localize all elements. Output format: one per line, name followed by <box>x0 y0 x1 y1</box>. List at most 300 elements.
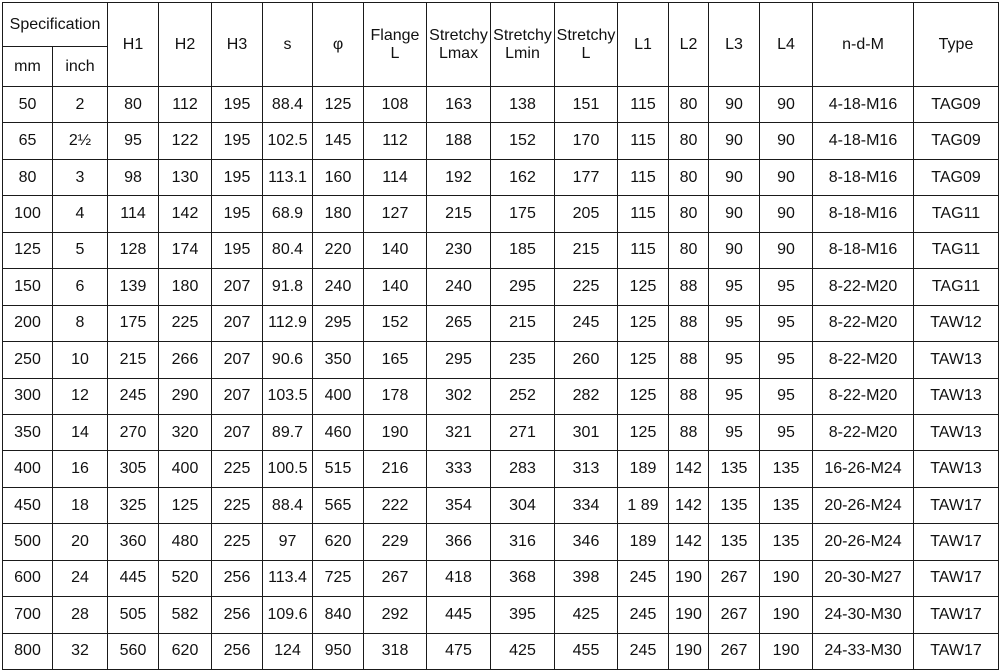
cell-flange-l: 229 <box>364 524 427 560</box>
col-header-s: s <box>263 3 313 87</box>
cell-mm: 300 <box>3 378 53 414</box>
cell-inch: 32 <box>53 633 108 669</box>
cell-type: TAG11 <box>914 196 999 232</box>
cell-l4: 135 <box>760 451 813 487</box>
cell-mm: 50 <box>3 87 53 123</box>
cell-stretchy-l: 177 <box>555 159 618 195</box>
cell-h3: 207 <box>212 414 263 450</box>
cell-h1: 114 <box>108 196 159 232</box>
col-header-stretchy-lmin <box>491 3 555 87</box>
cell-n-d-m: 16-26-M24 <box>813 451 914 487</box>
cell-h2: 174 <box>159 232 212 268</box>
cell-stretchy-lmin: 235 <box>491 342 555 378</box>
cell-mm: 100 <box>3 196 53 232</box>
cell-n-d-m: 8-18-M16 <box>813 159 914 195</box>
cell-h3: 195 <box>212 87 263 123</box>
cell-h2: 520 <box>159 560 212 596</box>
cell-h2: 290 <box>159 378 212 414</box>
cell-flange-l: 178 <box>364 378 427 414</box>
cell-stretchy-lmax: 445 <box>427 597 491 633</box>
cell-h1: 98 <box>108 159 159 195</box>
cell-mm: 80 <box>3 159 53 195</box>
col-header-flange-l-line1: Flange <box>370 26 420 44</box>
cell-inch: 28 <box>53 597 108 633</box>
cell-l1: 245 <box>618 597 669 633</box>
cell-phi: 515 <box>313 451 364 487</box>
cell-h1: 305 <box>108 451 159 487</box>
col-header-h2: H2 <box>159 3 212 87</box>
cell-l2: 88 <box>669 414 709 450</box>
cell-type: TAW13 <box>914 342 999 378</box>
cell-stretchy-lmin: 316 <box>491 524 555 560</box>
cell-h3: 225 <box>212 451 263 487</box>
cell-l3: 95 <box>709 342 760 378</box>
cell-s: 109.6 <box>263 597 313 633</box>
cell-flange-l: 216 <box>364 451 427 487</box>
cell-s: 100.5 <box>263 451 313 487</box>
cell-stretchy-lmax: 366 <box>427 524 491 560</box>
cell-stretchy-lmin: 304 <box>491 487 555 523</box>
cell-l3: 95 <box>709 414 760 450</box>
cell-l4: 95 <box>760 342 813 378</box>
cell-h3: 225 <box>212 487 263 523</box>
cell-mm: 500 <box>3 524 53 560</box>
cell-h2: 620 <box>159 633 212 669</box>
cell-l4: 95 <box>760 378 813 414</box>
cell-l3: 95 <box>709 378 760 414</box>
cell-h2: 400 <box>159 451 212 487</box>
cell-stretchy-lmin: 215 <box>491 305 555 341</box>
table-row <box>3 305 999 341</box>
cell-phi: 180 <box>313 196 364 232</box>
cell-type: TAG09 <box>914 123 999 159</box>
cell-l3: 135 <box>709 451 760 487</box>
cell-h2: 320 <box>159 414 212 450</box>
cell-stretchy-lmax: 354 <box>427 487 491 523</box>
cell-stretchy-l: 346 <box>555 524 618 560</box>
cell-l4: 90 <box>760 123 813 159</box>
cell-type: TAW17 <box>914 560 999 596</box>
table-row <box>3 378 999 414</box>
cell-flange-l: 114 <box>364 159 427 195</box>
cell-h1: 245 <box>108 378 159 414</box>
cell-l2: 88 <box>669 378 709 414</box>
cell-h3: 207 <box>212 378 263 414</box>
cell-type: TAW12 <box>914 305 999 341</box>
cell-l1: 125 <box>618 378 669 414</box>
cell-inch: 4 <box>53 196 108 232</box>
table-row <box>3 487 999 523</box>
cell-stretchy-l: 215 <box>555 232 618 268</box>
cell-stretchy-lmax: 163 <box>427 87 491 123</box>
cell-stretchy-lmin: 185 <box>491 232 555 268</box>
cell-phi: 295 <box>313 305 364 341</box>
table-row <box>3 524 999 560</box>
col-header-l3: L3 <box>709 3 760 87</box>
cell-stretchy-lmin: 271 <box>491 414 555 450</box>
cell-l3: 90 <box>709 232 760 268</box>
cell-l1: 125 <box>618 305 669 341</box>
cell-inch: 12 <box>53 378 108 414</box>
cell-type: TAG09 <box>914 159 999 195</box>
cell-mm: 700 <box>3 597 53 633</box>
cell-l2: 80 <box>669 123 709 159</box>
cell-n-d-m: 8-22-M20 <box>813 342 914 378</box>
cell-type: TAW13 <box>914 451 999 487</box>
cell-stretchy-lmin: 425 <box>491 633 555 669</box>
table-row <box>3 414 999 450</box>
cell-h2: 142 <box>159 196 212 232</box>
cell-l3: 95 <box>709 305 760 341</box>
cell-stretchy-lmax: 321 <box>427 414 491 450</box>
cell-l4: 190 <box>760 597 813 633</box>
cell-l2: 88 <box>669 305 709 341</box>
cell-h2: 480 <box>159 524 212 560</box>
cell-stretchy-l: 260 <box>555 342 618 378</box>
cell-l2: 190 <box>669 633 709 669</box>
cell-l2: 142 <box>669 451 709 487</box>
cell-l3: 90 <box>709 87 760 123</box>
cell-inch: 8 <box>53 305 108 341</box>
cell-stretchy-lmin: 368 <box>491 560 555 596</box>
cell-l1: 115 <box>618 87 669 123</box>
cell-inch: 5 <box>53 232 108 268</box>
cell-n-d-m: 20-26-M24 <box>813 524 914 560</box>
cell-stretchy-lmax: 188 <box>427 123 491 159</box>
col-header-h3: H3 <box>212 3 263 87</box>
table-header <box>3 3 999 87</box>
cell-inch: 6 <box>53 269 108 305</box>
cell-s: 97 <box>263 524 313 560</box>
cell-h2: 130 <box>159 159 212 195</box>
cell-l1: 115 <box>618 196 669 232</box>
cell-stretchy-lmax: 265 <box>427 305 491 341</box>
cell-l3: 267 <box>709 633 760 669</box>
cell-inch: 10 <box>53 342 108 378</box>
table-row <box>3 560 999 596</box>
col-header-l2: L2 <box>669 3 709 87</box>
cell-l2: 88 <box>669 342 709 378</box>
cell-stretchy-lmax: 295 <box>427 342 491 378</box>
cell-h1: 175 <box>108 305 159 341</box>
col-header-specification: Specification <box>3 3 108 47</box>
cell-l2: 80 <box>669 87 709 123</box>
cell-h3: 225 <box>212 524 263 560</box>
cell-mm: 600 <box>3 560 53 596</box>
col-header-stretchy-lmax-line1: Stretchy <box>429 26 488 44</box>
cell-s: 102.5 <box>263 123 313 159</box>
cell-stretchy-l: 455 <box>555 633 618 669</box>
cell-type: TAG11 <box>914 232 999 268</box>
table-row <box>3 269 999 305</box>
cell-stretchy-lmax: 418 <box>427 560 491 596</box>
col-header-flange-l-line2: L <box>390 44 400 62</box>
cell-flange-l: 267 <box>364 560 427 596</box>
cell-n-d-m: 8-18-M16 <box>813 196 914 232</box>
cell-h1: 445 <box>108 560 159 596</box>
cell-l1: 115 <box>618 159 669 195</box>
cell-phi: 160 <box>313 159 364 195</box>
cell-type: TAW17 <box>914 487 999 523</box>
cell-l4: 95 <box>760 414 813 450</box>
cell-mm: 250 <box>3 342 53 378</box>
cell-l1: 245 <box>618 633 669 669</box>
cell-stretchy-lmin: 395 <box>491 597 555 633</box>
cell-stretchy-lmin: 283 <box>491 451 555 487</box>
table-row <box>3 232 999 268</box>
cell-l4: 90 <box>760 196 813 232</box>
cell-stretchy-lmin: 252 <box>491 378 555 414</box>
cell-inch: 2 <box>53 87 108 123</box>
cell-l1: 189 <box>618 524 669 560</box>
cell-phi: 145 <box>313 123 364 159</box>
cell-phi: 220 <box>313 232 364 268</box>
cell-h1: 360 <box>108 524 159 560</box>
cell-phi: 840 <box>313 597 364 633</box>
cell-s: 113.4 <box>263 560 313 596</box>
cell-flange-l: 190 <box>364 414 427 450</box>
cell-l3: 135 <box>709 524 760 560</box>
cell-mm: 65 <box>3 123 53 159</box>
cell-h3: 207 <box>212 342 263 378</box>
cell-h1: 128 <box>108 232 159 268</box>
cell-flange-l: 165 <box>364 342 427 378</box>
cell-phi: 725 <box>313 560 364 596</box>
col-header-stretchy-lmin-line2: Lmin <box>505 44 540 62</box>
cell-l3: 135 <box>709 487 760 523</box>
cell-h1: 325 <box>108 487 159 523</box>
cell-stretchy-lmin: 295 <box>491 269 555 305</box>
cell-stretchy-lmax: 192 <box>427 159 491 195</box>
cell-stretchy-l: 245 <box>555 305 618 341</box>
col-header-mm: mm <box>3 47 53 87</box>
cell-type: TAW13 <box>914 378 999 414</box>
cell-h3: 207 <box>212 269 263 305</box>
cell-stretchy-lmin: 138 <box>491 87 555 123</box>
cell-inch: 20 <box>53 524 108 560</box>
specification-table <box>2 2 999 670</box>
cell-h2: 266 <box>159 342 212 378</box>
cell-phi: 565 <box>313 487 364 523</box>
cell-h2: 180 <box>159 269 212 305</box>
cell-l4: 90 <box>760 159 813 195</box>
cell-l1: 189 <box>618 451 669 487</box>
cell-h2: 112 <box>159 87 212 123</box>
cell-flange-l: 152 <box>364 305 427 341</box>
cell-type: TAG11 <box>914 269 999 305</box>
cell-stretchy-l: 151 <box>555 87 618 123</box>
cell-mm: 350 <box>3 414 53 450</box>
cell-stretchy-l: 301 <box>555 414 618 450</box>
cell-l1: 1 89 <box>618 487 669 523</box>
cell-stretchy-l: 425 <box>555 597 618 633</box>
cell-s: 88.4 <box>263 87 313 123</box>
cell-l3: 267 <box>709 560 760 596</box>
cell-l4: 135 <box>760 524 813 560</box>
cell-h1: 505 <box>108 597 159 633</box>
cell-l3: 267 <box>709 597 760 633</box>
cell-stretchy-lmax: 475 <box>427 633 491 669</box>
cell-inch: 16 <box>53 451 108 487</box>
table-row <box>3 342 999 378</box>
col-header-flange-l <box>364 3 427 87</box>
cell-stretchy-l: 282 <box>555 378 618 414</box>
cell-l3: 90 <box>709 159 760 195</box>
cell-n-d-m: 4-18-M16 <box>813 87 914 123</box>
cell-l1: 125 <box>618 414 669 450</box>
cell-h1: 80 <box>108 87 159 123</box>
cell-n-d-m: 8-22-M20 <box>813 414 914 450</box>
cell-l1: 115 <box>618 232 669 268</box>
cell-inch: 2½ <box>53 123 108 159</box>
cell-l2: 190 <box>669 560 709 596</box>
cell-mm: 450 <box>3 487 53 523</box>
table-row <box>3 87 999 123</box>
cell-s: 80.4 <box>263 232 313 268</box>
cell-n-d-m: 8-22-M20 <box>813 305 914 341</box>
cell-phi: 950 <box>313 633 364 669</box>
table-row <box>3 196 999 232</box>
cell-inch: 24 <box>53 560 108 596</box>
col-header-n-d-m: n-d-M <box>813 3 914 87</box>
cell-type: TAW17 <box>914 633 999 669</box>
cell-flange-l: 292 <box>364 597 427 633</box>
cell-h1: 215 <box>108 342 159 378</box>
table-body <box>3 87 999 670</box>
cell-s: 124 <box>263 633 313 669</box>
cell-l2: 80 <box>669 196 709 232</box>
cell-type: TAW17 <box>914 524 999 560</box>
cell-s: 88.4 <box>263 487 313 523</box>
cell-l2: 80 <box>669 232 709 268</box>
col-header-type: Type <box>914 3 999 87</box>
cell-stretchy-lmax: 230 <box>427 232 491 268</box>
cell-h1: 139 <box>108 269 159 305</box>
col-header-stretchy-l-line2: L <box>581 44 591 62</box>
cell-inch: 14 <box>53 414 108 450</box>
cell-stretchy-lmax: 240 <box>427 269 491 305</box>
cell-stretchy-lmax: 302 <box>427 378 491 414</box>
cell-phi: 350 <box>313 342 364 378</box>
col-header-stretchy-l <box>555 3 618 87</box>
cell-h1: 95 <box>108 123 159 159</box>
cell-flange-l: 127 <box>364 196 427 232</box>
cell-h2: 122 <box>159 123 212 159</box>
cell-flange-l: 140 <box>364 269 427 305</box>
cell-l4: 95 <box>760 305 813 341</box>
col-header-phi: φ <box>313 3 364 87</box>
cell-h3: 195 <box>212 196 263 232</box>
cell-stretchy-lmax: 215 <box>427 196 491 232</box>
cell-s: 112.9 <box>263 305 313 341</box>
cell-h3: 256 <box>212 597 263 633</box>
cell-l1: 245 <box>618 560 669 596</box>
col-header-stretchy-lmin-line1: Stretchy <box>493 26 552 44</box>
cell-inch: 3 <box>53 159 108 195</box>
cell-phi: 400 <box>313 378 364 414</box>
cell-l2: 142 <box>669 487 709 523</box>
cell-l2: 142 <box>669 524 709 560</box>
table-row <box>3 597 999 633</box>
cell-h2: 225 <box>159 305 212 341</box>
table-row <box>3 451 999 487</box>
cell-h3: 195 <box>212 123 263 159</box>
cell-n-d-m: 8-22-M20 <box>813 378 914 414</box>
cell-h2: 582 <box>159 597 212 633</box>
cell-h3: 256 <box>212 560 263 596</box>
cell-flange-l: 318 <box>364 633 427 669</box>
cell-stretchy-lmax: 333 <box>427 451 491 487</box>
col-header-h1: H1 <box>108 3 159 87</box>
cell-mm: 400 <box>3 451 53 487</box>
cell-mm: 800 <box>3 633 53 669</box>
cell-s: 89.7 <box>263 414 313 450</box>
col-header-l4: L4 <box>760 3 813 87</box>
cell-l4: 95 <box>760 269 813 305</box>
cell-s: 68.9 <box>263 196 313 232</box>
cell-n-d-m: 24-33-M30 <box>813 633 914 669</box>
cell-type: TAW17 <box>914 597 999 633</box>
cell-l3: 95 <box>709 269 760 305</box>
cell-l1: 115 <box>618 123 669 159</box>
cell-stretchy-l: 398 <box>555 560 618 596</box>
cell-n-d-m: 8-18-M16 <box>813 232 914 268</box>
cell-stretchy-l: 170 <box>555 123 618 159</box>
cell-h2: 125 <box>159 487 212 523</box>
cell-l2: 88 <box>669 269 709 305</box>
cell-s: 91.8 <box>263 269 313 305</box>
cell-s: 90.6 <box>263 342 313 378</box>
col-header-stretchy-lmax <box>427 3 491 87</box>
cell-l1: 125 <box>618 269 669 305</box>
cell-mm: 125 <box>3 232 53 268</box>
cell-phi: 620 <box>313 524 364 560</box>
cell-l4: 90 <box>760 87 813 123</box>
table-row <box>3 633 999 669</box>
cell-n-d-m: 20-30-M27 <box>813 560 914 596</box>
cell-l1: 125 <box>618 342 669 378</box>
cell-phi: 125 <box>313 87 364 123</box>
cell-l4: 90 <box>760 232 813 268</box>
cell-stretchy-lmin: 152 <box>491 123 555 159</box>
cell-n-d-m: 4-18-M16 <box>813 123 914 159</box>
cell-phi: 240 <box>313 269 364 305</box>
cell-stretchy-l: 225 <box>555 269 618 305</box>
cell-stretchy-l: 205 <box>555 196 618 232</box>
cell-flange-l: 222 <box>364 487 427 523</box>
cell-flange-l: 112 <box>364 123 427 159</box>
table-row <box>3 159 999 195</box>
col-header-inch: inch <box>53 47 108 87</box>
cell-mm: 150 <box>3 269 53 305</box>
cell-l4: 190 <box>760 633 813 669</box>
cell-type: TAW13 <box>914 414 999 450</box>
cell-h1: 560 <box>108 633 159 669</box>
cell-h3: 207 <box>212 305 263 341</box>
cell-stretchy-l: 313 <box>555 451 618 487</box>
cell-l2: 80 <box>669 159 709 195</box>
cell-stretchy-lmin: 162 <box>491 159 555 195</box>
cell-n-d-m: 8-22-M20 <box>813 269 914 305</box>
col-header-l1: L1 <box>618 3 669 87</box>
cell-flange-l: 108 <box>364 87 427 123</box>
cell-l3: 90 <box>709 123 760 159</box>
cell-l4: 135 <box>760 487 813 523</box>
table-row <box>3 123 999 159</box>
cell-flange-l: 140 <box>364 232 427 268</box>
cell-n-d-m: 20-26-M24 <box>813 487 914 523</box>
cell-s: 103.5 <box>263 378 313 414</box>
